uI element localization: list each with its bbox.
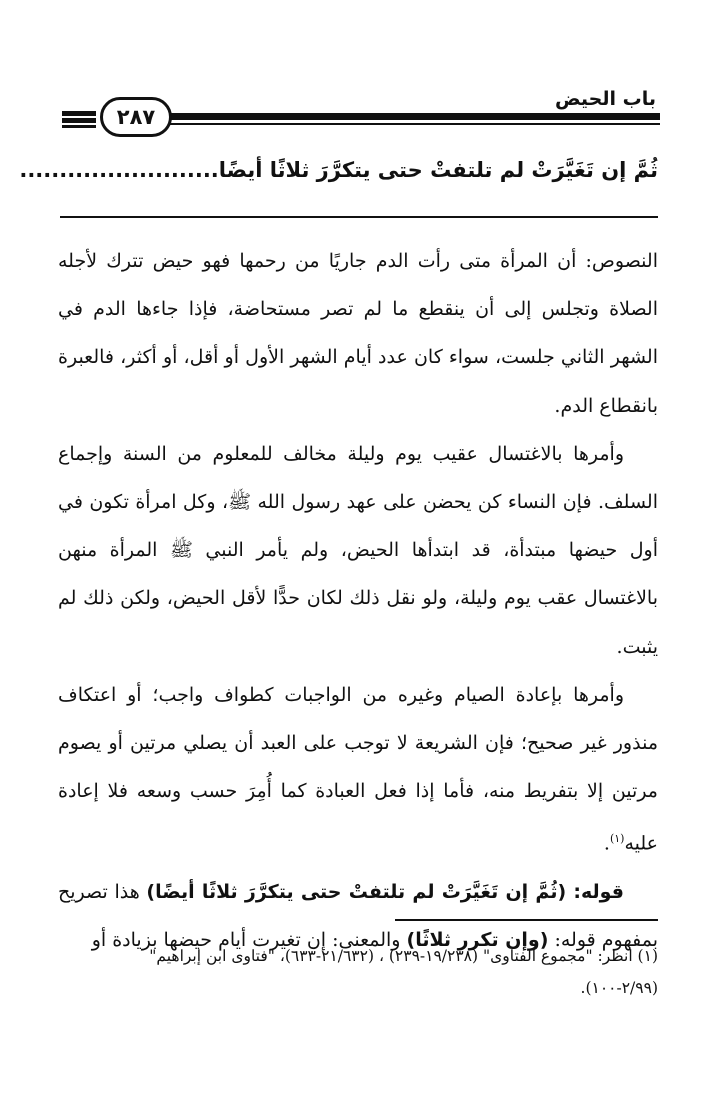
header-rule-thin: [160, 123, 660, 125]
lead-word: قوله:: [566, 880, 624, 903]
chapter-title: باب الحيض: [555, 88, 656, 110]
title-divider: [60, 216, 658, 218]
page-header: [0, 0, 708, 130]
header-rule-left: [62, 111, 96, 116]
page-number: ٢٨٧: [100, 97, 172, 137]
header-rule-thick: [160, 113, 660, 120]
body-text: [58, 237, 658, 964]
paragraph: وأمرها بإعادة الصيام وغيره من الواجبات كطواف واجب؛ أو اعتكاف منذور غير صحيح؛ فإن الشريعة لا توجب على العبد أن يصلي مرتين أو يصوم مرتين إلا بتفريط منه، فأما إذا فعل العبادة كما أُمِرَ حسب وسعه فلا إعادة عليه$^{(١)}$.: [58, 683, 658, 855]
paragraph-text: والمعنى: إن تغيرت أيام حيضها بزيادة أو: [91, 929, 407, 952]
header-rule-left: [62, 125, 96, 128]
footnote-divider: [395, 919, 658, 921]
paragraph: النصوص: أن المرأة متى رأت الدم جاريًا من رحمها فهو حيض تترك لأجله الصلاة وتجلس إلى أن ينقطع ما لم تصر مستحاضة، فإذا جاءها الدم في الشهر الثاني جلست، سواء كان عدد أيام الشهر الأول أو أقل، أو أكثر، فالعبرة بانقطاع الدم.: [58, 250, 658, 417]
header-rule-left: [62, 118, 96, 123]
quoted-text: (ثُمَّ إن تَغَيَّرَتْ لم تلتفتْ حتى يتكرَّرَ ثلاثًا أيضًا): [146, 880, 567, 903]
footnote-line: (١) انظر: "مجموع الفتاوى" (١٩/٢٣٨-٢٣٩) ، (٢١/٦٣٢-٦٣٣)، "فتاوى ابن إبراهيم": [149, 947, 658, 965]
paragraph: وأمرها بالاغتسال عقيب يوم وليلة مخالف للمعلوم من السنة وإجماع السلف. فإن النساء كن يحضن على عهد رسول الله ﷺ، وكل امرأة تكون في أول حيضها مبتدأة، قد ابتدأها الحيض، ولم يأمر النبي ﷺ المرأة منهن بالاغتسال عقب يوم وليلة، ولو نقل ذلك لكان حدًّا لأقل الحيض، ولكن ذلك لم يثبت.: [58, 442, 658, 658]
footnote-marker: (١): [609, 832, 625, 846]
paragraph-text: وأمرها بإعادة الصيام وغيره من الواجبات كطواف واجب؛ أو اعتكاف منذور غير صحيح؛ فإن الشريعة لا توجب على العبد أن يصلي مرتين أو يصوم مرتين إلا بتفريط منه، فأما إذا فعل العبادة كما أُمِرَ حسب وسعه فلا إعادة عليه: [58, 683, 658, 855]
footnote: [58, 940, 658, 1004]
section-title: ثُمَّ إن تَغَيَّرَتْ لم تلتفتْ حتى يتكرَّرَ ثلاثًا أيضًا.........................: [19, 158, 658, 182]
paragraph-text: هذا تصريح بمفهوم قوله:: [58, 880, 658, 952]
footnote-line: (٢/٩٩-١٠٠).: [580, 979, 658, 997]
quoted-text: (وإن تكرر ثلاثًا): [406, 929, 549, 952]
